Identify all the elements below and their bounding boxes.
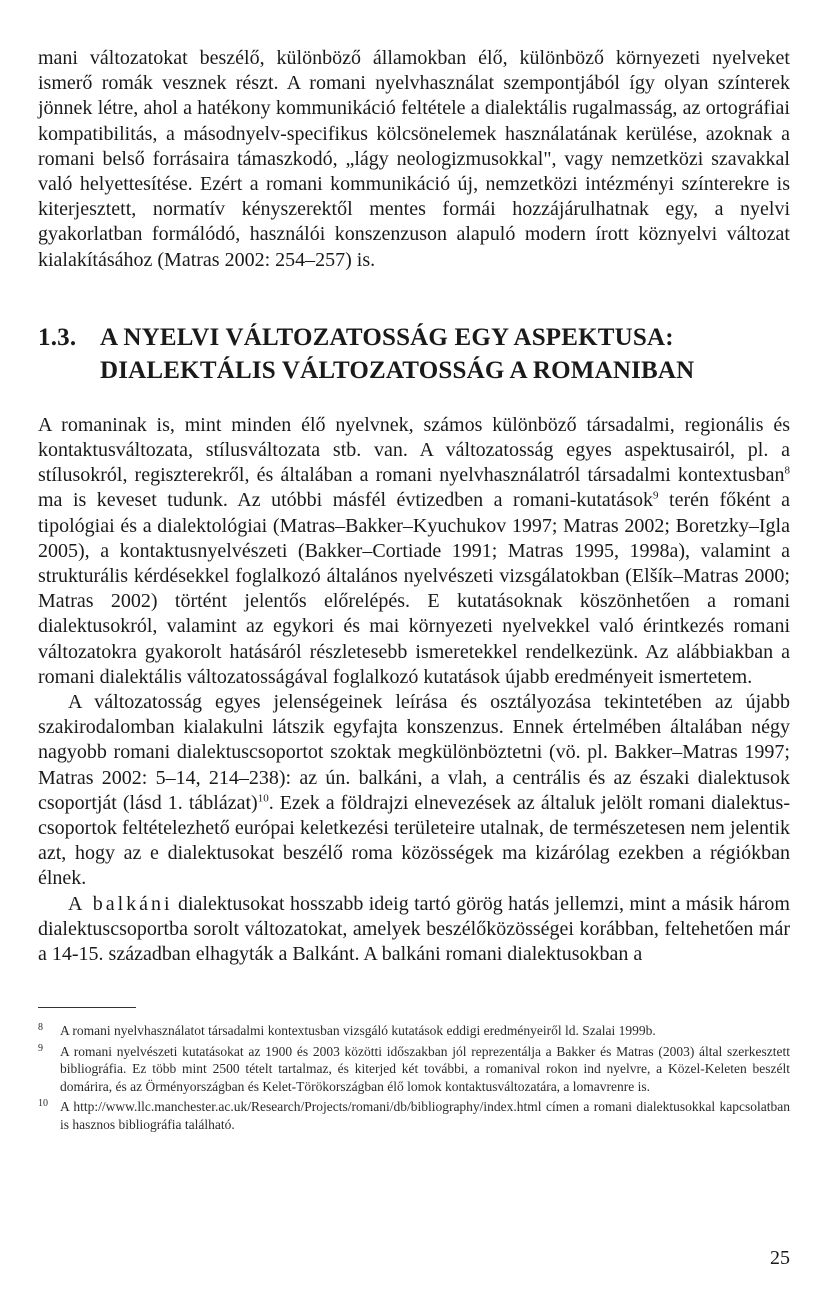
para1-text-c: terén főként a tipológiai és a dialektológiai (Matras–Bakker–Kyuchukov 1997; Matras 2002; Boretzky–Igla 2005), a kontaktusnyelvészeti (Bakker–Cortiade 1991; Matras 1995, 1998a), valamint a strukturális kérdésekkel foglalkozó általános nyelvészeti vizsgálatokban (Elšík–Matras 2000; Matras 2002) történt jelentős előrelépés. E kutatásoknak köszönhetően a romani dialektusokról, valamint az egykori és mai környezeti nyelvekkel való érintkezés romani változatokra gyakorolt hatásáról részletesebb ismeretekkel rendelkezünk. Az alábbiakban a romani dialektális változatosságával foglalkozó kutatások újabb eredményeit ismertetem. xyxy=(38,489,790,688)
intro-paragraph: mani változatokat beszélő, különböző államokban élő, különböző környezeti nyelveket ismerő romák vesznek részt. A romani nyelvhasználat szempontjából így olyan színterek jönnek létre, ahol a hatékony kommunikáció feltétele a dialektális rugalmasság, az ortográfiai kompatibilitás, a másodnyelv-specifikus kölcsönelemek használatának kerülése, azoknak a romani belső forrásaira támaszkodó, „lágy neologizmusokkal", vagy nemzetközi szavakkal való helyettesítése. Ezért a romani kommunikáció új, nemzetközi intézményi színterekre is kiterjesztett, normatív kényszerektől mentes formái hozzájárulhatnak egy, a nyelvi gyakorlatban formálódó, használói konszenzuson alapuló modern írott köznyelvi változat kialakításához (Matras 2002: 254–257) is. xyxy=(38,47,790,271)
footnote-number: 10 xyxy=(38,1098,48,1109)
body-paragraph-3 xyxy=(38,892,790,968)
para2-text-a: A változatosság egyes jelenségeinek leírása és osztályozása tekintetében az újabb szakirodalomban kialakulni látszik egyfajta konszenzus. Ennek értelmében általában négy nagyobb romani dialektuscsoportot szoktak megkülönböztetni (vö. pl. Bakker–Matras 1997; Matras 2002: 5–14, 214–238): az ún. balkáni, a vlah, a centrális és az északi dialektusok csoportját (lásd 1. táblázat) xyxy=(38,691,790,814)
page-body xyxy=(38,46,790,967)
footnote-number: 9 xyxy=(38,1042,43,1054)
section-number: 1.3. xyxy=(38,323,77,351)
footnote-ref-10[interactable]: 10 xyxy=(257,792,269,805)
section-title-line-2: DIALEKTÁLIS VÁLTOZATOSSÁG A ROMANIBAN xyxy=(100,356,695,384)
footnote-9 xyxy=(38,1043,790,1096)
para3-spaced-term: A balkáni xyxy=(68,892,173,915)
body-paragraph-2 xyxy=(38,690,790,892)
body-paragraph-1 xyxy=(38,413,790,690)
footnote-ref-8[interactable]: 8 xyxy=(784,464,790,477)
footnote-text: A romani nyelvhasználatot társadalmi kontextusban vizsgáló kutatások eddigi eredményeiről ld. Szalai 1999b. xyxy=(60,1023,656,1038)
footnote-separator xyxy=(38,1007,136,1008)
para1-text-b: ma is keveset tudunk. Az utóbbi másfél évtizedben a romani-kutatások xyxy=(38,489,654,512)
footnote-text: A http://www.llc.manchester.ac.uk/Research/Projects/romani/db/bibliography/index.html címen a romani dialektusokkal kapcsolatban is hasznos bibliográfia található. xyxy=(60,1099,790,1132)
footnote-8 xyxy=(38,1022,790,1040)
footnotes xyxy=(38,1022,790,1136)
footnote-10 xyxy=(38,1098,790,1133)
footnote-ref-9[interactable]: 9 xyxy=(653,489,659,502)
page-number: 25 xyxy=(770,1247,790,1269)
para1-text-a: A romaninak is, mint minden élő nyelvnek, számos különböző társadalmi, regionális és kontaktusváltozata, stílusváltozata stb. van. A változatosság egyes aspektusairól, pl. a stílusokról, regiszterekről, és általában a romani nyelvhasználatról társadalmi kontextusban xyxy=(38,413,790,487)
para2-text-b: . Ezek a földrajzi elnevezések az általuk jelölt romani dialektus-csoportok feltételezhető európai keletkezési területeire utalnak, de természetesen nem jelentik azt, hogy az e dialektusokat beszélő roma közösségek ma kizárólag ezekben a régiókban élnek. xyxy=(38,791,790,890)
section-title-line-1: A NYELVI VÁLTOZATOSSÁG EGY ASPEKTUSA: xyxy=(100,323,674,351)
para3-text: dialektusokat hosszabb ideig tartó görög hatás jellemzi, mint a másik három dialektuscsoportba sorolt változatokat, amelyek beszélőközösségei korábban, feltehetően már a 14-15. században elhagyták a Balkánt. A balkáni romani dialektusokban a xyxy=(38,892,790,966)
section-heading xyxy=(38,321,790,387)
footnote-number: 8 xyxy=(38,1022,43,1033)
section-title xyxy=(100,321,790,387)
footnote-text: A romani nyelvészeti kutatásokat az 1900 és 2003 közötti időszakban jól reprezentálja a Bakker és Matras (2003) által szerkesztett bibliográfia. Ez több mint 2500 tételt tartalmaz, és kiterjed két további, a romanival rokon ind nyelvre, a Közel-Keleten beszélt domárira, és az Örményországban és Kelet-Törökországban élő lomok kontaktusváltozatára, a lomavrenre is. xyxy=(60,1043,790,1094)
